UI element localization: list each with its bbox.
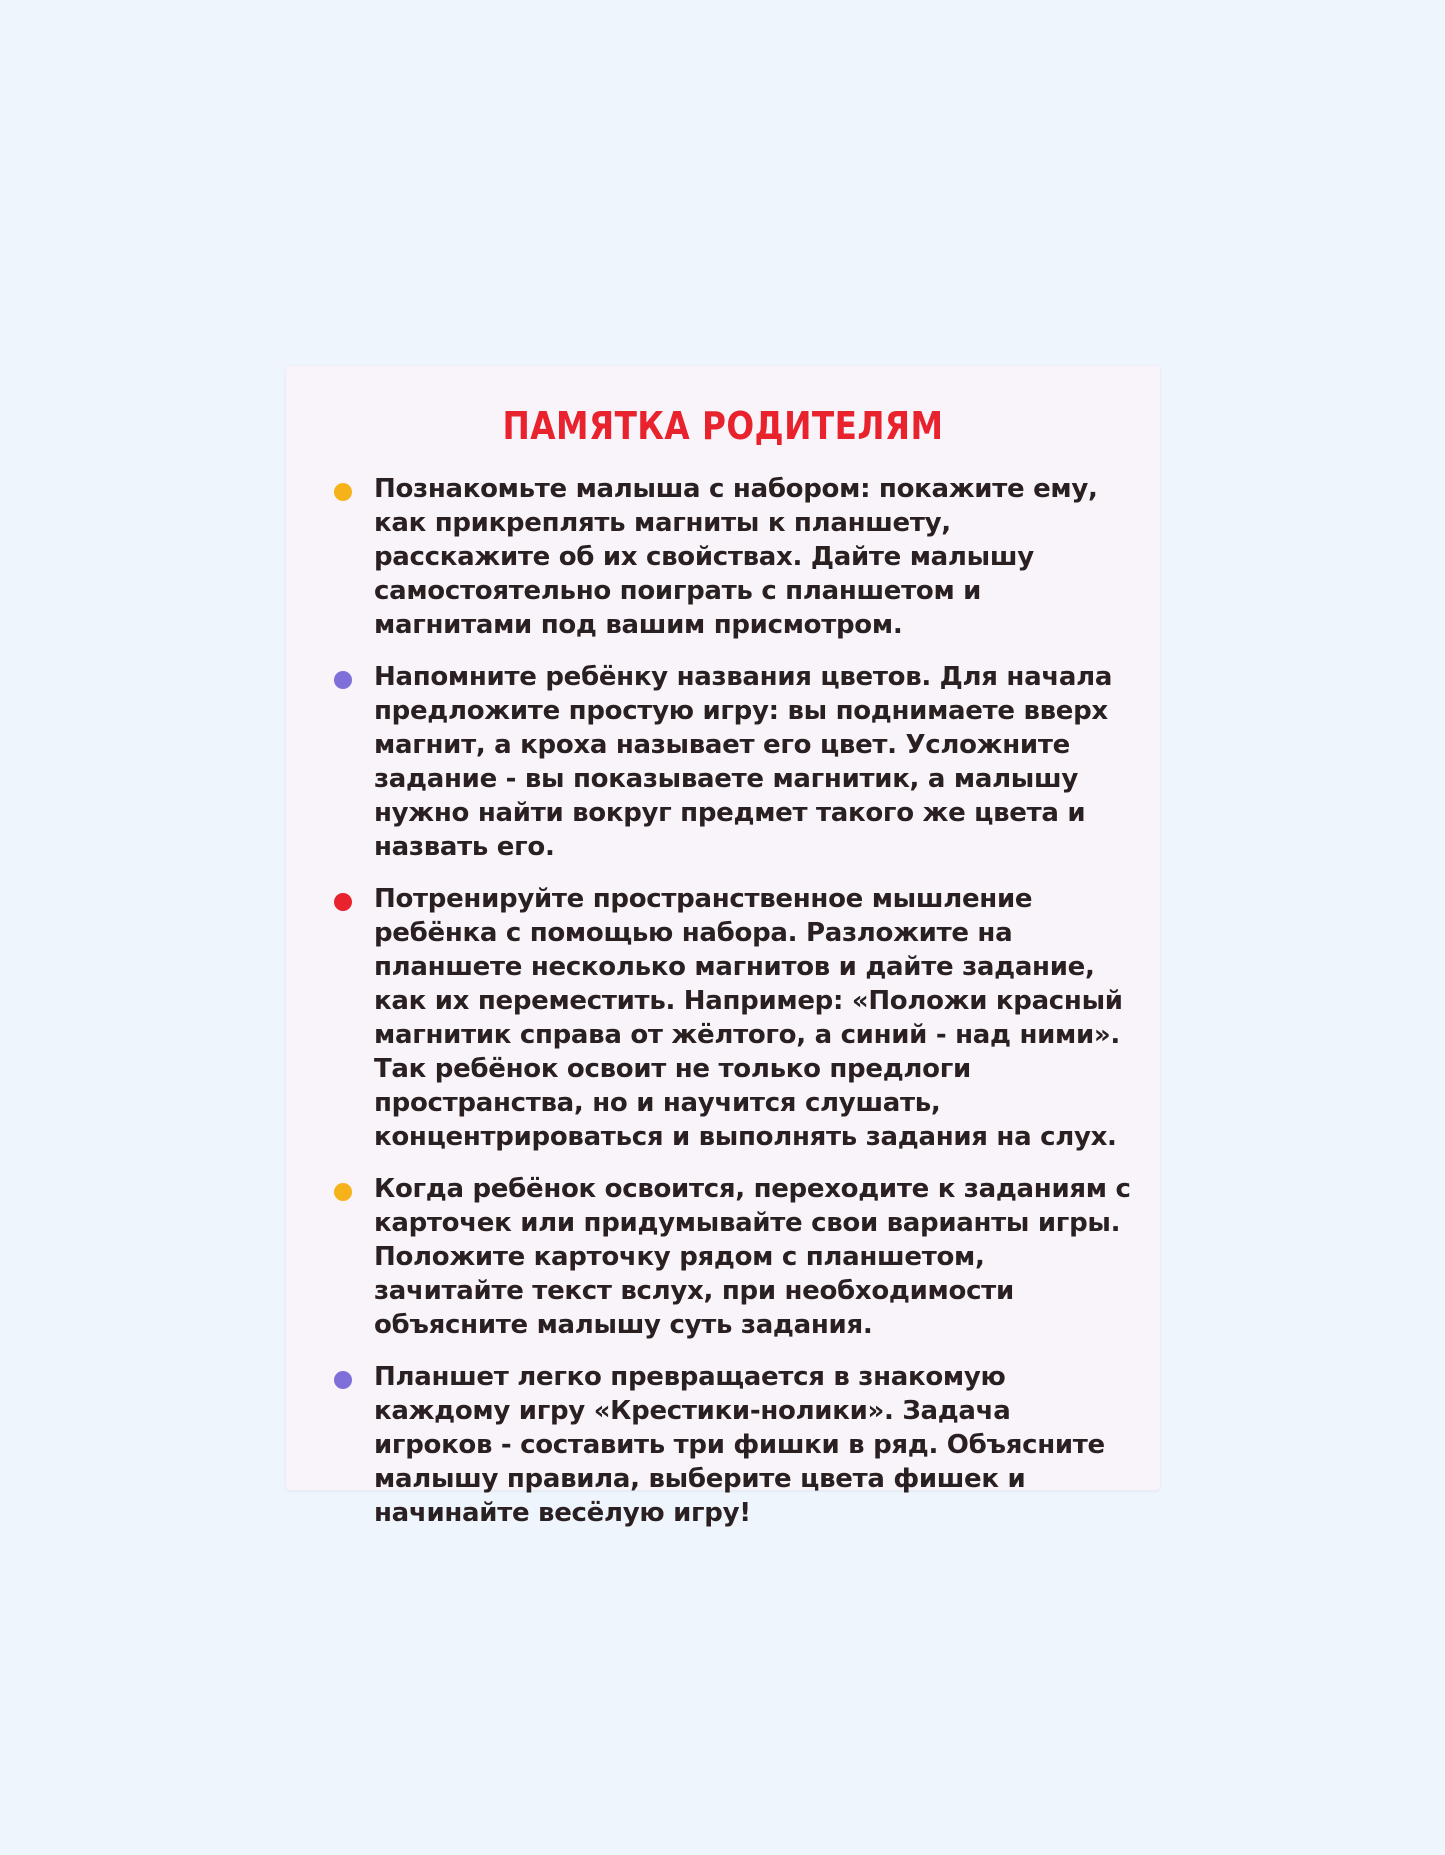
bullet-dot-icon [334,1183,352,1201]
tip-item [332,1360,1132,1530]
tip-text: Когда ребёнок освоится, переходите к заданиям с карточек или придумывайте свои варианты игры. Положите карточку рядом с планшетом, зачитайте текст вслух, при необходимости объясните малышу суть задания. [374,1174,1131,1340]
tip-text: Познакомьте малыша с набором: покажите ему, как прикреплять магниты к планшету, расскажите об их свойствах. Дайте малышу самостоятельно поиграть с планшетом и магнитами под вашим присмотром. [374,474,1098,640]
bullet-dot-icon [334,1371,352,1389]
instruction-card [286,366,1160,1528]
bullet-dot-icon [334,671,352,689]
tip-item [332,472,1132,642]
tip-item [332,660,1132,864]
tip-text: Планшет легко превращается в знакомую каждому игру «Крестики-нолики». Задача игроков - составить три фишки в ряд. Объясните малышу правила, выберите цвета фишек и начинайте весёлую игру! [374,1362,1105,1528]
tip-text: Потренируйте пространственное мышление ребёнка с помощью набора. Разложите на планшете несколько магнитов и дайте задание, как их переместить. Например: «Положи красный магнитик справа от жёлтого, а синий - над ними». Так ребёнок освоит не только предлоги пространства, но и научится слушать, концентрироваться и выполнять задания на слух. [374,884,1123,1152]
tip-item [332,882,1132,1154]
tips-list [332,472,1132,1548]
card-title: ПАМЯТКА РОДИТЕЛЯМ [502,404,944,448]
bullet-dot-icon [334,483,352,501]
tip-item [332,1172,1132,1342]
tip-text: Напомните ребёнку названия цветов. Для начала предложите простую игру: вы поднимаете вверх магнит, а кроха называет его цвет. Усложните задание - вы показываете магнитик, а малышу нужно найти вокруг предмет такого же цвета и назвать его. [374,662,1113,862]
bullet-dot-icon [334,893,352,911]
